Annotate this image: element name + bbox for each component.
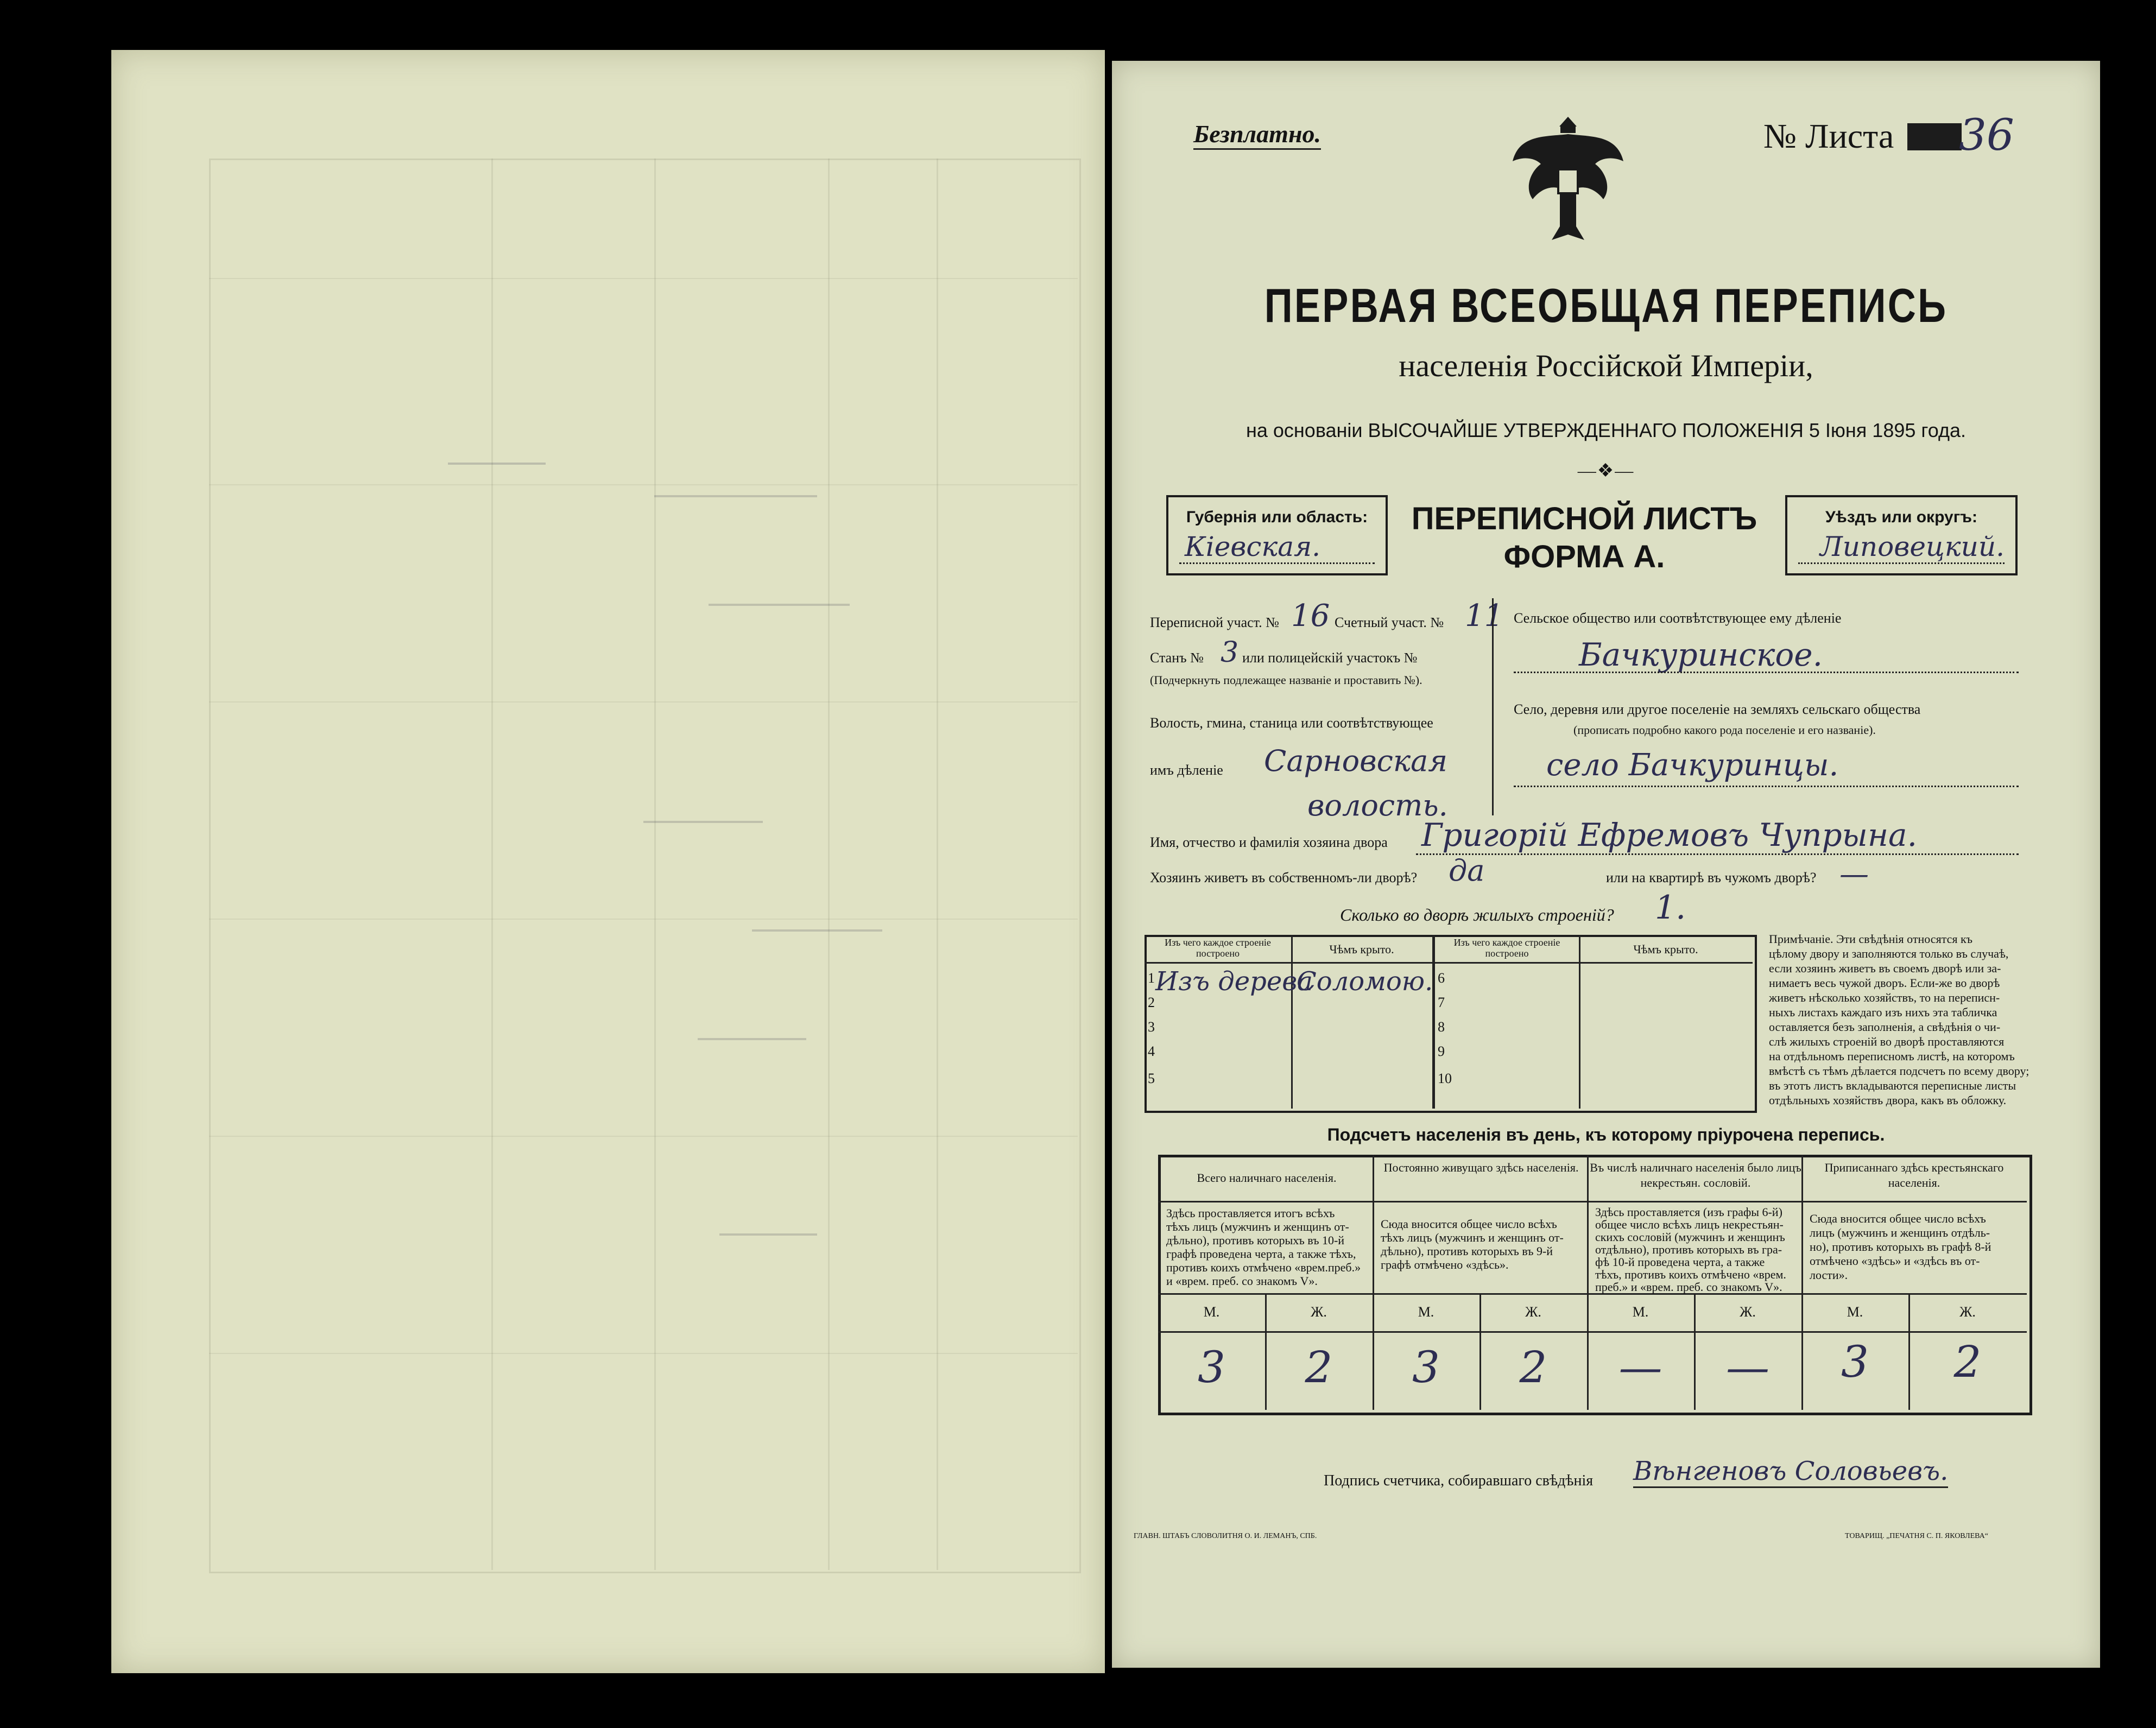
- faded-row-line: [209, 278, 1078, 279]
- desc-line: фѣ 10-й проведена черта, а также: [1595, 1255, 1765, 1269]
- buildings-table-header-line: [1145, 962, 1753, 964]
- stan-label: Станъ №: [1150, 650, 1204, 666]
- col-header-roof: Чѣмъ крыто.: [1329, 942, 1394, 956]
- note-line: слѣ жилыхъ строеній во дворѣ проставляются: [1769, 1035, 2005, 1048]
- note-line: въ этотъ листъ вкладываются переписные листы: [1769, 1079, 2016, 1092]
- volost-value-line1: Сарновская: [1264, 744, 1448, 778]
- bleed-through-mark: [654, 495, 817, 503]
- row-material: Изъ дерева: [1155, 966, 1313, 997]
- census-form-page: [1112, 61, 2100, 1668]
- village-underline: [1514, 786, 2019, 787]
- row-number: 2: [1148, 995, 1155, 1010]
- desc-line: Здѣсь проставляется (изъ графы 6-й): [1595, 1205, 1782, 1219]
- field-column-divider: [1492, 598, 1494, 815]
- form-name: ФОРМА А.: [1503, 539, 1665, 574]
- count-title: Подсчетъ населенія въ день, къ которому пріурочена перепись.: [1327, 1125, 1885, 1144]
- faded-column-line: [937, 159, 938, 1570]
- buildings-value: 1.: [1655, 889, 1686, 927]
- bleed-through-mark: [709, 604, 850, 611]
- stan-rest-label: или полицейскій участокъ №: [1242, 650, 1418, 666]
- desc-line: дѣльно), противъ которыхъ въ 9-й: [1381, 1244, 1553, 1258]
- male-label: М.: [1203, 1304, 1220, 1320]
- note-line: на отдѣльномъ переписномъ листѣ, на которомъ: [1769, 1049, 2015, 1063]
- ornament-divider: —❖—: [1577, 461, 1635, 481]
- total-female-count: 2: [1305, 1342, 1333, 1392]
- female-label: Ж.: [1959, 1304, 1976, 1320]
- desc-line: тѣхъ лицъ (мужчинъ и женщинъ от-: [1381, 1231, 1564, 1244]
- sheet-title: ПЕРЕПИСНОЙ ЛИСТЪ: [1411, 501, 1757, 536]
- society-underline: [1514, 672, 2019, 673]
- desc-line: но), противъ которыхъ въ графѣ 8-й: [1810, 1240, 1991, 1254]
- bleed-through-mark: [719, 1233, 817, 1241]
- resident-female-count: 2: [1519, 1342, 1547, 1392]
- volost-value-line2: волость.: [1307, 788, 1448, 822]
- faded-row-line: [209, 701, 1078, 702]
- faded-column-line: [491, 159, 493, 1570]
- bleed-through-mark: [448, 463, 546, 470]
- resident-male-count: 3: [1412, 1342, 1440, 1392]
- non-peasant-female-count: —: [1726, 1342, 1769, 1392]
- count-col-head: Постоянно живущаго здѣсь населенія.: [1383, 1161, 1579, 1174]
- desc-line: лицъ (мужчинъ и женщинъ отдѣль-: [1810, 1226, 1990, 1239]
- registered-male-count: 3: [1841, 1337, 1869, 1387]
- note-line: нимаетъ весь чужой дворъ. Если-же во дворѣ: [1769, 976, 2000, 990]
- desc-line: и «врем. преб. со знакомъ V».: [1166, 1274, 1318, 1288]
- bleed-through-mark: [752, 929, 882, 937]
- uezd-value: Липовецкий.: [1820, 531, 2005, 562]
- gubernia-box: [1166, 495, 1388, 575]
- signature-value: Вѣнгеновъ Соловьевъ.: [1633, 1456, 1948, 1488]
- volost-label-line2: имъ дѣленіе: [1150, 762, 1223, 778]
- count-table-line: [1158, 1201, 2027, 1202]
- count-col-head: Въ числѣ наличнаго населенія было лицъ некрестьян. сословій.: [1590, 1161, 1801, 1189]
- male-label: М.: [1632, 1304, 1649, 1320]
- female-label: Ж.: [1525, 1304, 1541, 1320]
- bleed-through-mark: [643, 821, 763, 828]
- desc-line: скихъ сословій (мужчинъ и женщинъ: [1595, 1230, 1785, 1244]
- imprint-right: ТОВАРИЩ. „ПЕЧАТНЯ С. П. ЯКОВЛЕВА“: [1845, 1532, 1988, 1540]
- gubernia-value: Кіевская.: [1185, 531, 1321, 562]
- note-line: ныхъ листахъ каждаго изъ нихъ эта табличка: [1769, 1005, 1997, 1019]
- note-line: если хозяинъ живетъ въ своемъ дворѣ или за-: [1769, 961, 2001, 975]
- note-line: вмѣстѣ съ тѣмъ дѣлается подсчетъ по всему двору;: [1769, 1064, 2029, 1078]
- society-label: Сельское общество или соотвѣтствующее ему дѣленіе: [1514, 610, 1842, 626]
- note-line: живетъ нѣсколько хозяйствъ, то на переписн-: [1769, 991, 2000, 1004]
- counting-section-value: 11: [1465, 598, 1504, 634]
- row-number: 6: [1438, 970, 1445, 986]
- desc-line: отдѣльно), противъ которыхъ въ гра-: [1595, 1243, 1782, 1256]
- row-number: 10: [1438, 1071, 1452, 1086]
- faded-row-line: [209, 919, 1078, 920]
- row-number: 9: [1438, 1043, 1445, 1059]
- count-col-head: Всего наличнаго населенія.: [1197, 1171, 1337, 1185]
- faded-row-line: [209, 1136, 1078, 1137]
- signature-label: Подпись счетчика, собиравшаго свѣдѣнія: [1324, 1472, 1594, 1489]
- row-number: 7: [1438, 995, 1445, 1010]
- row-number: 4: [1148, 1043, 1155, 1059]
- village-value: село Бачкуринцы.: [1546, 748, 1839, 783]
- non-peasant-male-count: —: [1618, 1342, 1662, 1392]
- buildings-label: Сколько во дворѣ жилыхъ строеній?: [1340, 905, 1614, 925]
- own-yard-value: да: [1449, 853, 1485, 888]
- owner-label: Имя, отчество и фамилія хозяина двора: [1150, 834, 1388, 850]
- buildings-table-line: [1432, 935, 1435, 1109]
- female-label: Ж.: [1740, 1304, 1756, 1320]
- uezd-label: Уѣздъ или округъ:: [1825, 508, 1978, 526]
- desc-line: Сюда вносится общее число всѣхъ: [1381, 1217, 1557, 1231]
- desc-line: Здѣсь проставляется итогъ всѣхъ: [1166, 1206, 1335, 1220]
- female-label: Ж.: [1311, 1304, 1327, 1320]
- count-col-head: Приписаннаго здѣсь крестьянскаго населенія.: [1824, 1161, 2004, 1189]
- legal-basis-line: на основаніи ВЫСОЧАЙШЕ УТВЕРЖДЕННАГО ПОЛОЖЕНІЯ 5 Іюня 1895 года.: [1245, 419, 1966, 441]
- total-male-count: 3: [1198, 1342, 1225, 1392]
- census-section-value: 16: [1291, 598, 1330, 634]
- desc-line: отмѣчено «здѣсь» и «здѣсь въ от-: [1810, 1254, 1980, 1268]
- village-note: (прописать подробно какого рода поселеніе и его названіе).: [1573, 723, 1876, 737]
- own-yard-label: Хозяинъ живетъ въ собственномъ-ли дворѣ?: [1150, 870, 1418, 885]
- row-number: 5: [1148, 1071, 1155, 1086]
- sheet-number-label: № Листа: [1763, 117, 1894, 155]
- count-table-line: [1158, 1331, 2027, 1333]
- desc-line: графѣ проведена черта, а также тѣхъ,: [1166, 1247, 1356, 1261]
- volost-label-line1: Волость, гмина, станица или соотвѣтствующее: [1150, 715, 1433, 731]
- village-label: Село, деревня или другое поселеніе на земляхъ сельскаго общества: [1514, 701, 1921, 717]
- row-roof: Соломою.: [1297, 966, 1433, 997]
- desc-line: дѣльно), противъ которыхъ въ 10-й: [1166, 1233, 1345, 1247]
- note-line: цѣлому двору и заполняются только въ случаѣ,: [1769, 947, 2009, 960]
- stan-note: (Подчеркнуть подлежащее названіе и проставить №).: [1150, 673, 1422, 687]
- desc-line: тѣхъ лицъ (мужчинъ и женщинъ от-: [1166, 1220, 1349, 1233]
- sheet-number-value: 36: [1959, 110, 2014, 160]
- desc-line: Сюда вносится общее число всѣхъ: [1810, 1212, 1986, 1225]
- uezd-box: [1785, 495, 2018, 575]
- row-number: 8: [1438, 1019, 1445, 1035]
- faded-table-frame: [209, 159, 1081, 1573]
- buildings-table-line: [1579, 935, 1580, 1109]
- free-label: Безплатно.: [1193, 119, 1321, 150]
- owner-underline: [1416, 853, 2019, 855]
- count-table-line: [1158, 1293, 2027, 1295]
- form-subtitle: населенія Россійской Имперіи,: [1399, 348, 1813, 383]
- faded-column-line: [828, 159, 830, 1570]
- stan-value: 3: [1221, 636, 1239, 669]
- col-header-roof-2: Чѣмъ крыто.: [1633, 942, 1698, 956]
- rent-label: или на квартирѣ въ чужомъ дворѣ?: [1606, 870, 1817, 885]
- desc-line: противъ коихъ отмѣчено «врем.преб.»: [1166, 1261, 1361, 1274]
- note-line: оставляется безъ заполненія, а свѣдѣнія о чи-: [1769, 1020, 2001, 1034]
- uezd-underline: [1798, 562, 2005, 564]
- imprint-left: ГЛАВН. ШТАБЪ СЛОВОЛИТНЯ О. И. ЛЕМАНЪ, СПБ.: [1134, 1532, 1317, 1540]
- desc-line: графѣ отмѣчено «здѣсь».: [1381, 1258, 1509, 1271]
- counting-section-label: Счетный участ. №: [1335, 615, 1444, 630]
- buildings-table-line: [1291, 935, 1293, 1109]
- left-page: [111, 50, 1105, 1673]
- desc-line: преб.» и «врем. преб. со знакомъ V».: [1595, 1280, 1782, 1294]
- society-value: Бачкуринское.: [1579, 636, 1823, 673]
- census-section-label: Переписной участ. №: [1150, 615, 1279, 630]
- desc-line: лости».: [1810, 1268, 1848, 1282]
- bleed-through-mark: [698, 1038, 806, 1046]
- owner-value: Григорій Ефремовъ Чупрына.: [1421, 816, 1918, 853]
- faded-row-line: [209, 484, 1078, 485]
- desc-line: тѣхъ, противъ коихъ отмѣчено «врем.: [1595, 1268, 1786, 1281]
- row-number: 3: [1148, 1019, 1155, 1035]
- desc-line: общее число всѣхъ лицъ некрестьян-: [1595, 1218, 1784, 1231]
- registered-female-count: 2: [1953, 1337, 1982, 1387]
- faded-column-line: [654, 159, 656, 1570]
- note-line: отдѣльныхъ хозяйствъ двора, какъ въ обложку.: [1769, 1093, 2007, 1107]
- gubernia-underline: [1179, 562, 1375, 564]
- col-header-material-2: Изъ чего каждое строеніе построено: [1453, 937, 1560, 959]
- note-line: Примѣчаніе. Эти свѣдѣнія относятся къ: [1769, 932, 1973, 946]
- col-header-material: Изъ чего каждое строеніе построено: [1165, 937, 1271, 959]
- double-headed-eagle-emblem: [1508, 112, 1628, 248]
- row-number: 1: [1148, 970, 1155, 986]
- redaction-mark: [1907, 123, 1962, 150]
- faded-row-line: [209, 1353, 1078, 1354]
- male-label: М.: [1847, 1304, 1863, 1320]
- gubernia-label: Губернія или область:: [1186, 508, 1368, 526]
- rent-value: —: [1839, 857, 1869, 891]
- male-label: М.: [1418, 1304, 1434, 1320]
- form-main-title: ПЕРВАЯ ВСЕОБЩАЯ ПЕРЕПИСЬ: [1264, 278, 1948, 332]
